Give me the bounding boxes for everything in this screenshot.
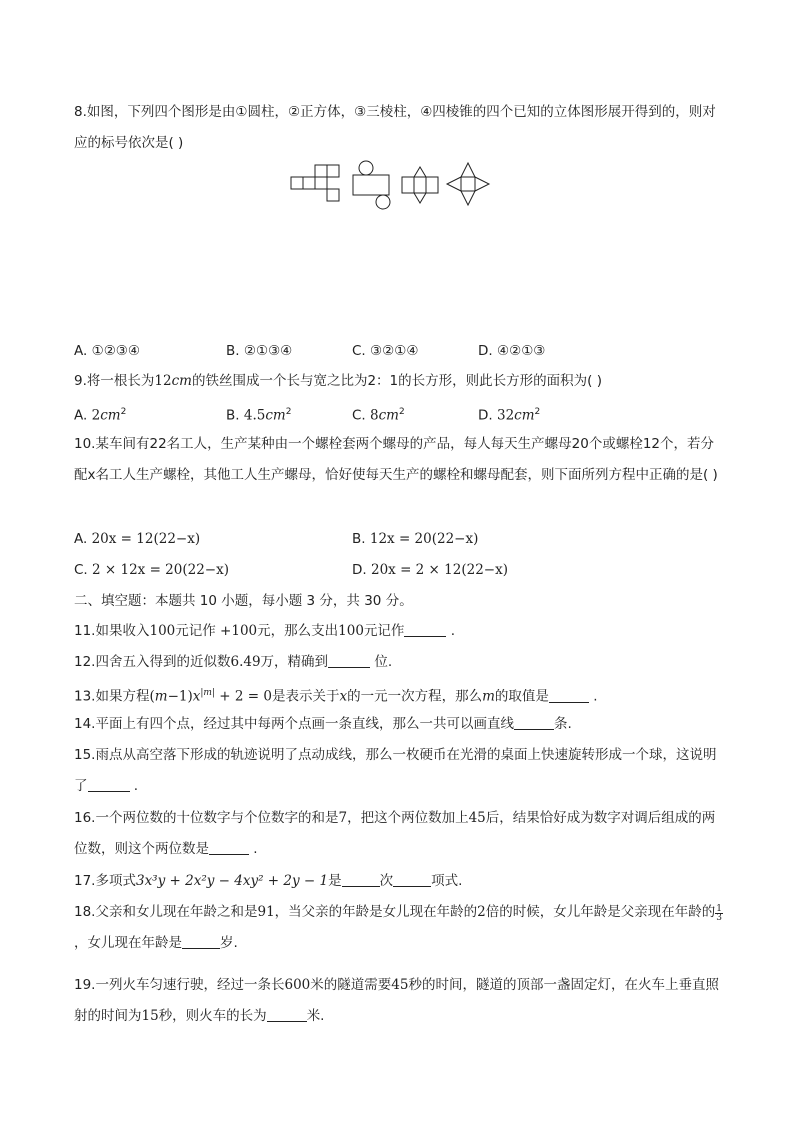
question-13: 13.如果方程$(m-1)x^{|m|} + 2 = 0$是表示关于x的一元一次方程，那么m的取值是 .: [74, 688, 598, 705]
q8-options: [74, 339, 724, 363]
question-12: 12.四舍五入得到的近似数6.49万，精确到 位.: [74, 654, 393, 670]
answer-blank[interactable]: [514, 714, 554, 730]
question-17: 17.多项式3x³y + 2x²y − 4xy² + 2y − 1是 次 项式.: [74, 873, 463, 889]
question-number: 9.: [74, 373, 87, 389]
answer-blank[interactable]: [549, 687, 589, 703]
question-8: [74, 97, 724, 159]
question-text: 如图，下列四个图形是由①圆柱，②正方体，③三棱柱，④四棱锥的四个已知的立体图形展开得到的，则对应的标号依次是( ): [74, 104, 716, 151]
answer-blank[interactable]: [328, 652, 370, 668]
question-18: 18.父亲和女儿现在年龄之和是91，当父亲的年龄是女儿现在年龄的2倍的时候，女儿年龄是父亲现在年龄的 $\frac{1}{3}$ ，女儿现在年龄是 岁.: [74, 904, 722, 951]
option-c[interactable]: C. 2 × 12x = 20(22−x): [74, 562, 229, 578]
net-3-prism: [402, 167, 438, 203]
option-b[interactable]: B. 12x = 20(22−x): [352, 531, 479, 547]
question-text: 某车间有22名工人，生产某种由一个螺栓套两个螺母的产品，每人每天生产螺母20个或螺栓12个，若分配x名工人生产螺栓，其他工人生产螺母，恰好使每天生产的螺栓和螺母配套，则下面所列方程中正确的是( ): [74, 436, 718, 483]
answer-blank[interactable]: [342, 871, 380, 887]
q9-options: [74, 400, 724, 424]
q10-options-row1: [74, 527, 724, 551]
answer-blank[interactable]: [393, 871, 431, 887]
option-d[interactable]: D. ④②①③: [478, 343, 546, 359]
option-d[interactable]: D. 20x = 2 × 12(22−x): [352, 562, 508, 578]
question-number: 8.: [74, 104, 87, 120]
answer-blank[interactable]: [404, 621, 446, 637]
option-a[interactable]: A. $2cm^2$: [74, 407, 127, 424]
question-19: 19.一列火车匀速行驶，经过一条长600米的隧道需要45秒的时间，隧道的顶部一盏固定灯，在火车上垂直照射的时间为15秒，则火车的长为 米.: [74, 977, 719, 1024]
option-a[interactable]: A. 20x = 12(22−x): [74, 531, 201, 547]
question-14: 14.平面上有四个点，经过其中每两个点画一条直线，那么一共可以画直线 条.: [74, 716, 572, 732]
question-number: 10.: [74, 436, 96, 452]
answer-blank[interactable]: [88, 776, 130, 792]
section-heading: 二、填空题：本题共 10 小题，每小题 3 分，共 30 分。: [74, 593, 413, 609]
option-b[interactable]: B. ②①③④: [226, 343, 293, 359]
question-15: 15.雨点从高空落下形成的轨迹说明了点动成线，那么一枚硬币在光滑的桌面上快速旋转形成一个球，这说明了 .: [74, 747, 717, 794]
fraction-one-third: $\frac{1}{3}$: [716, 904, 722, 923]
question-16: 16.一个两位数的十位数字与个位数字的和是7，把这个两位数加上45后，结果恰好成为数字对调后组成的两位数，则这个两位数是 .: [74, 810, 716, 857]
nets-figure: [288, 160, 498, 210]
q10-options-row2: [74, 558, 724, 582]
question-9: 9.将一根长为12cm的铁丝围成一个长与宽之比为2：1的长方形，则此长方形的面积为( ): [74, 373, 602, 389]
net-1-cube: [291, 165, 339, 201]
question-11: 11.如果收入100元记作 +100元，那么支出100元记作 .: [74, 623, 456, 639]
answer-blank[interactable]: [182, 933, 220, 949]
answer-blank[interactable]: [209, 839, 249, 855]
option-c[interactable]: C. $8cm^2$: [352, 407, 405, 424]
option-c[interactable]: C. ③②①④: [352, 343, 419, 359]
option-a[interactable]: A. ①②③④: [74, 343, 141, 359]
option-b[interactable]: B. $4.5cm^2$: [226, 407, 292, 424]
net-2-cylinder: [353, 161, 390, 209]
answer-blank[interactable]: [267, 1006, 307, 1022]
net-4-pyramid: [447, 163, 489, 205]
option-d[interactable]: D. $32cm^2$: [478, 407, 541, 424]
question-10: [74, 429, 724, 491]
